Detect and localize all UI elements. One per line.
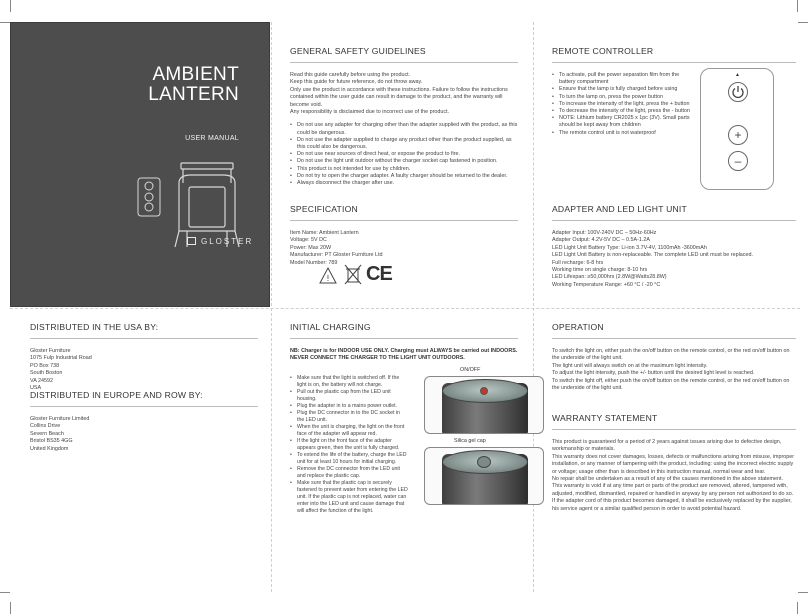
adapter-line: Full recharge: 6-8 hrs (552, 259, 604, 266)
recycle-warning-icon (318, 266, 338, 286)
warranty-text (552, 439, 796, 513)
paragraph: This warranty is void if at any time part or parts of the product are removed, altered, tampered with, adjusted, modified, dismantled, repaired or handled in anyway by any person not authorized to do so. (552, 483, 794, 497)
crop-mark (0, 592, 10, 593)
list-item: • If the light on the front face of the adapter appears green, then the unit is fully charged. (290, 438, 408, 452)
cover-title-line-1: AMBIENT (152, 64, 239, 85)
paragraph: No repair shall be undertaken as a result of any of the causes mentioned in the above statement. (552, 476, 784, 483)
paragraph: Only use the product in accordance with these instructions. Failure to follow the instructions contained within the user guide can result in damage to the product, and the warranty will become void. (290, 86, 508, 108)
paragraph: Any responsibility is disclaimed due to incorrect use of the product. (290, 109, 450, 116)
section-heading: GENERAL SAFETY GUIDELINES (290, 46, 518, 63)
minus-button-icon: – (728, 151, 748, 171)
section-heading: OPERATION (552, 322, 796, 339)
list-item: • Always disconnect the charger after use. (290, 180, 518, 187)
fold-line-1 (271, 22, 272, 592)
paragraph: If the adapter cord of this product becomes damaged, it shall be exclusively replaced by the supplier, his service agent or a similar qualified person in order to avoid potential hazard. (552, 498, 792, 512)
adapter-line: Working time on single charge: 8-10 hrs (552, 267, 648, 274)
distributed-europe-section (30, 390, 258, 453)
cover-panel (10, 22, 270, 307)
list-item: • To increase the intensity of the light, press the + button (552, 101, 692, 108)
list-item: • To extend the life of the battery, charge the LED unit for at least 10 hours for initial charging. (290, 452, 408, 466)
list-item: • NOTE: Lithium battery CR2025 x 1pc (3V). Small parts should be kept away from children (552, 115, 692, 129)
crop-mark (0, 22, 10, 23)
crop-mark (798, 592, 808, 593)
adapter-line: Adapter Output: 4.2V-5V DC – 0.5A-1.2A (552, 237, 650, 244)
adapter-line: Working Temperature Range: +60 °C / -20 °C (552, 281, 661, 288)
paragraph: This warranty does not cover damages, losses, defects or malfunctions arising from misuse, improper installation, or any manner of tampering with the product, including: using the incorrect electric supply or voltage; usage other than is described in this instruction manual, normal wear and tear. (552, 453, 795, 475)
remote-illustration (137, 177, 161, 217)
silica-gel-label: Silica gel cap (454, 438, 486, 444)
list-item: • To decrease the intensity of the light, press the - button (552, 108, 692, 115)
operation-text (552, 348, 796, 392)
specification-section (290, 204, 518, 267)
spec-line: Manufacturer: PT Gloster Furniture Ltd (290, 252, 383, 259)
adapter-line: LED Light Unit Battery Type: Li-ion 3.7V-4V, 1100mAh -3600mAh (552, 244, 707, 251)
section-heading: DISTRIBUTED IN THE USA BY: (30, 322, 258, 339)
crop-mark (797, 602, 798, 614)
brand-name: GLOSTER (201, 237, 254, 246)
crop-mark (797, 0, 798, 12)
list-item: • Do not use near sources of direct heat, or expose the product to fire. (290, 151, 518, 158)
list-item: • Plug the adapter in to a mains power outlet. (290, 403, 408, 410)
paragraph: The light unit will always switch on at the maximum light intensity. (552, 362, 708, 369)
svg-text:!: ! (326, 274, 330, 283)
usa-address (30, 348, 258, 392)
list-item: • Do not use any adapter for charging other than the adapter supplied with the product, as this could be dangerous. (290, 122, 518, 136)
list-item: • When the unit is charging, the light on the front face of the adapter will appear red. (290, 424, 408, 438)
general-safety-section (290, 46, 518, 187)
remote-list (552, 72, 692, 137)
address-line: Severn Beach (30, 430, 64, 437)
list-item: • Do not try to open the charger adapter. A faulty charger should be returned to the dealer. (290, 173, 518, 180)
fold-line-2 (533, 22, 534, 592)
lantern-base-photo (424, 376, 544, 434)
adapter-line: LED Light Unit Battery is non-replaceable. The complete LED unit must be replaced. (552, 252, 753, 259)
spec-lines (290, 230, 518, 267)
spec-line: Power: Max 20W (290, 244, 332, 251)
adapter-line: Adapter Input: 100V-240V DC – 50Hz-60Hz (552, 230, 657, 236)
address-line: PO Box 738 (30, 362, 60, 369)
charging-note: NB: Charger is for INDOOR USE ONLY. Charging must ALWAYS be carried out INDOORS. NEVER CONNECT THE CHARGER TO THE LIGHT UNIT OUTDOORS. (290, 348, 518, 362)
address-line: 1075 Fulp Industrial Road (30, 355, 92, 362)
list-item: • To activate, pull the power separation film from the battery compartment (552, 72, 692, 86)
brand-logo (187, 237, 253, 246)
weee-bin-icon (344, 264, 362, 286)
list-item: • Do not use the light unit outdoor without the charger socket cap fastened in position. (290, 158, 518, 165)
crop-mark (10, 0, 11, 12)
fold-line-horizontal (10, 308, 800, 309)
plus-button-icon: + (728, 125, 748, 145)
warranty-section (552, 413, 796, 513)
spec-line: Model Number: 789 (290, 259, 338, 266)
adapter-section (552, 204, 796, 289)
adapter-lines (552, 230, 796, 289)
paragraph: To adjust the light intensity, push the +/- button until the desired light level is reached. (552, 370, 755, 377)
list-item: • Ensure that the lamp is fully charged before using (552, 86, 692, 93)
cover-title (148, 65, 239, 105)
paragraph: Read this guide carefully before using the product. (290, 72, 411, 78)
list-item: • Do not use the adapter supplied to charge any product other than the product supplied, as this could also be dangerous. (290, 137, 518, 151)
crop-mark (798, 22, 808, 23)
list-item: • Make sure that the light is switched off. If the light is on, the battery will not charge. (290, 375, 408, 389)
address-line: United Kingdom (30, 445, 69, 452)
charging-list (290, 375, 408, 515)
list-item: • This product is not intended for use by children. (290, 166, 518, 173)
onoff-label: ON/OFF (460, 367, 481, 373)
led-indicator-icon: ▲ (735, 72, 740, 78)
safety-intro (290, 72, 518, 116)
section-heading: INITIAL CHARGING (290, 322, 518, 339)
address-line: Bristol BS35 4GG (30, 438, 73, 445)
list-item: • Plug the DC connector in to the DC socket in the LED unit. (290, 410, 408, 424)
power-button-icon (728, 82, 748, 102)
list-item: • Pull out the plastic cap from the LED unit housing. (290, 389, 408, 403)
spec-line: Voltage: 5V DC (290, 237, 327, 244)
remote-control-illustration (700, 68, 774, 190)
list-item: • To turn the lamp on, press the power button (552, 94, 692, 101)
address-line: Gloster Furniture (30, 348, 71, 354)
paragraph: Keep this guide for future reference, do not throw away. (290, 79, 423, 86)
paragraph: This product is guaranteed for a period of 2 years against issues arising due to defective design, workmanship or materials. (552, 439, 782, 453)
address-line: Gloster Furniture Limited (30, 416, 90, 422)
ce-mark: CE (366, 263, 392, 285)
spec-line: Item Name: Ambient Lantern (290, 230, 359, 236)
section-heading: SPECIFICATION (290, 204, 518, 221)
address-line: VA 24592 (30, 377, 53, 384)
list-item: • Make sure that the plastic cap is securely fastened to prevent water from entering the LED unit. If the plastic cap is not replaced, water can enter into the LED unit and cause damage that will affect the function of the light. (290, 480, 408, 515)
gloster-logo-icon (187, 237, 196, 245)
cover-title-line-2: LANTERN (148, 84, 239, 105)
list-item: • The remote control unit is not waterproof (552, 130, 692, 137)
section-heading: REMOTE CONTROLLER (552, 46, 796, 63)
cover-subtitle: USER MANUAL (185, 135, 239, 142)
operation-section (552, 322, 796, 392)
section-heading: WARRANTY STATEMENT (552, 413, 796, 430)
crop-mark (10, 602, 11, 614)
address-line: USA (30, 385, 42, 392)
adapter-line: LED Lifespan: ≥50,000hrs (2.8W@Watts28.8W) (552, 274, 667, 281)
address-line: Collins Drive (30, 423, 61, 430)
safety-list (290, 122, 518, 187)
section-heading: ADAPTER AND LED LIGHT UNIT (552, 204, 796, 221)
section-heading: DISTRIBUTED IN EUROPE AND ROW BY: (30, 390, 258, 407)
paragraph: To switch the light on, either push the on/off button on the remote control, or the red on/off button on the underside of the light unit. (552, 348, 790, 362)
paragraph: To switch the light off, either push the on/off button on the remote control, or the red on/off button on the underside of the light unit. (552, 377, 790, 392)
distributed-usa-section (30, 322, 258, 392)
lantern-cap-photo (424, 447, 544, 505)
list-item: • Remove the DC connector from the LED unit and replace the plastic cap. (290, 466, 408, 480)
europe-address (30, 416, 258, 453)
address-line: South Boston (30, 370, 63, 377)
